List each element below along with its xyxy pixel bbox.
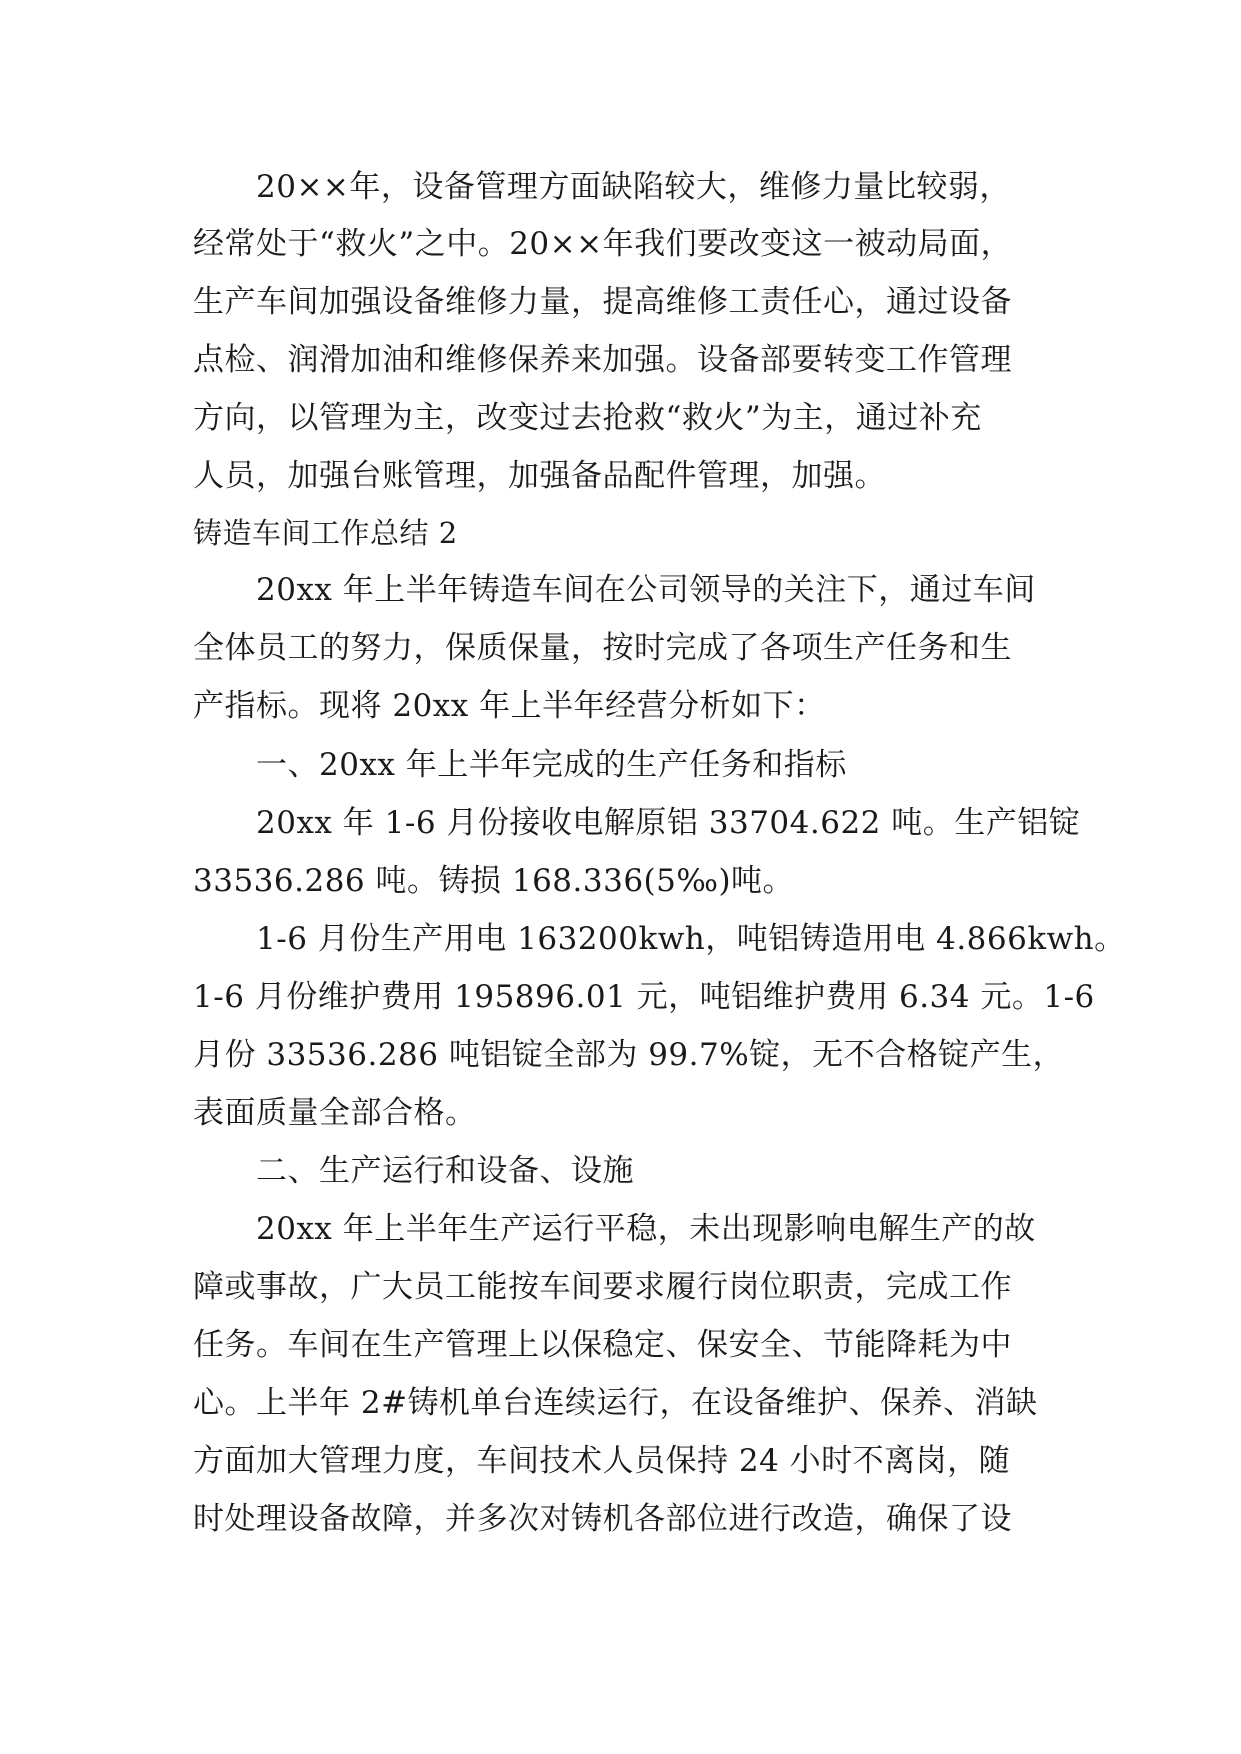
paragraph-line: 障或事故，广大员工能按车间要求履行岗位职责，完成工作 [193,1269,1012,1305]
subheading: 一、20xx 年上半年完成的生产任务和指标 [256,747,847,783]
paragraph-line: 方向，以管理为主，改变过去抢救“救火”为主，通过补充 [193,400,982,436]
paragraph-line: 心。上半年 2#铸机单台连续运行，在设备维护、保养、消缺 [193,1385,1038,1421]
paragraph-line: 1-6 月份生产用电 163200kwh，吨铝铸造用电 4.866kwh。 [256,921,1126,957]
paragraph-line: 人员，加强台账管理，加强备品配件管理，加强。 [193,458,886,494]
paragraph-line: 点检、润滑加油和维修保养来加强。设备部要转变工作管理 [193,342,1012,378]
paragraph-line: 方面加大管理力度，车间技术人员保持 24 小时不离岗，随 [193,1443,1011,1479]
paragraph-line: 20××年，设备管理方面缺陷较大，维修力量比较弱， [256,169,1011,205]
subheading: 二、生产运行和设备、设施 [256,1153,634,1189]
paragraph-line: 33536.286 吨。铸损 168.336(5‰)吨。 [193,863,795,899]
paragraph-line: 经常处于“救火”之中。20××年我们要改变这一被动局面， [193,226,1013,262]
paragraph-line: 全体员工的努力，保质保量，按时完成了各项生产任务和生 [193,630,1012,666]
paragraph-line: 月份 33536.286 吨铝锭全部为 99.7%锭，无不合格锭产生， [193,1037,1065,1073]
paragraph-line: 20xx 年上半年铸造车间在公司领导的关注下，通过车间 [256,572,1036,608]
paragraph-line: 任务。车间在生产管理上以保稳定、保安全、节能降耗为中 [193,1327,1012,1363]
paragraph-line: 20xx 年 1-6 月份接收电解原铝 33704.622 吨。生产铝锭 [256,805,1081,841]
paragraph-line: 表面质量全部合格。 [193,1095,477,1131]
paragraph-line: 时处理设备故障，并多次对铸机各部位进行改造，确保了设 [193,1501,1012,1537]
paragraph-line: 生产车间加强设备维修力量，提高维修工责任心，通过设备 [193,284,1012,320]
section-title: 铸造车间工作总结 2 [193,516,458,550]
paragraph-line: 产指标。现将 20xx 年上半年经营分析如下： [193,688,826,724]
paragraph-line: 20xx 年上半年生产运行平稳，未出现影响电解生产的故 [256,1211,1036,1247]
paragraph-line: 1-6 月份维护费用 195896.01 元，吨铝维护费用 6.34 元。1-6 [193,979,1095,1015]
